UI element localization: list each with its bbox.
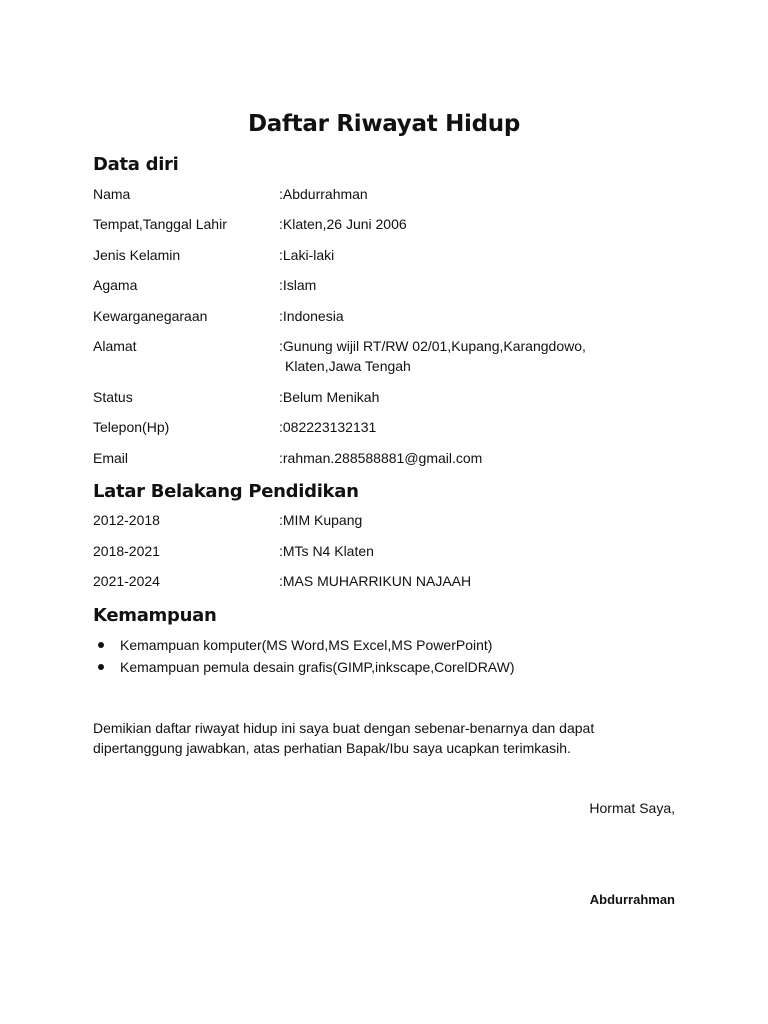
row-value: :082223132131 [279,419,377,435]
row-label: 2021-2024 [93,573,160,589]
skills-list [93,634,713,678]
address-line-1: :Gunung wijil RT/RW 02/01,Kupang,Karangdowo, [279,338,586,354]
closing-paragraph: Demikian daftar riwayat hidup ini saya buat dengan sebenar-benarnya dan dapat dipertanggung jawabkan, atas perhatian Bapak/Ibu saya ucapkan terimkasih. [93,720,595,756]
row-label: Agama [93,277,138,293]
row-label: Tempat,Tanggal Lahir [93,216,227,232]
skill-text: Kemampuan pemula desain grafis(GIMP,inkscape,CorelDRAW) [120,659,515,675]
row-label: Kewarganegaraan [93,308,208,324]
signature-name: Abdurrahman [589,892,675,907]
row-value: :Abdurrahman [279,186,368,202]
row-label: Jenis Kelamin [93,247,181,263]
address-line-2: Klaten,Jawa Tengah [285,358,411,374]
row-value: :MIM Kupang [279,512,363,528]
row-label: Nama [93,186,131,202]
row-value: :Laki-laki [279,247,335,263]
bullet-icon [98,642,104,648]
row-label: Status [93,389,133,405]
row-value-address [279,336,699,376]
skill-text: Kemampuan komputer(MS Word,MS Excel,MS PowerPoint) [120,637,493,653]
document-title: Daftar Riwayat Hidup [247,111,521,137]
section-heading-personal: Data diri [93,154,179,175]
row-label: Telepon(Hp) [93,419,170,435]
row-label: 2012-2018 [93,512,160,528]
bullet-icon [98,664,104,670]
section-heading-education: Latar Belakang Pendidikan [93,481,359,502]
row-value: :MAS MUHARRIKUN NAJAAH [279,573,472,589]
row-value: :Klaten,26 Juni 2006 [279,216,407,232]
signature-greeting: Hormat Saya, [589,800,675,816]
row-label: 2018-2021 [93,543,160,559]
row-value: :Indonesia [279,308,344,324]
row-value: :rahman.288588881@gmail.com [279,450,483,466]
row-label: Alamat [93,338,137,354]
row-value: :Islam [279,277,317,293]
row-value: :MTs N4 Klaten [279,543,374,559]
list-item [93,634,713,656]
list-item [93,656,713,678]
row-label: Email [93,450,129,466]
row-value: :Belum Menikah [279,389,380,405]
section-heading-skills: Kemampuan [93,605,217,626]
